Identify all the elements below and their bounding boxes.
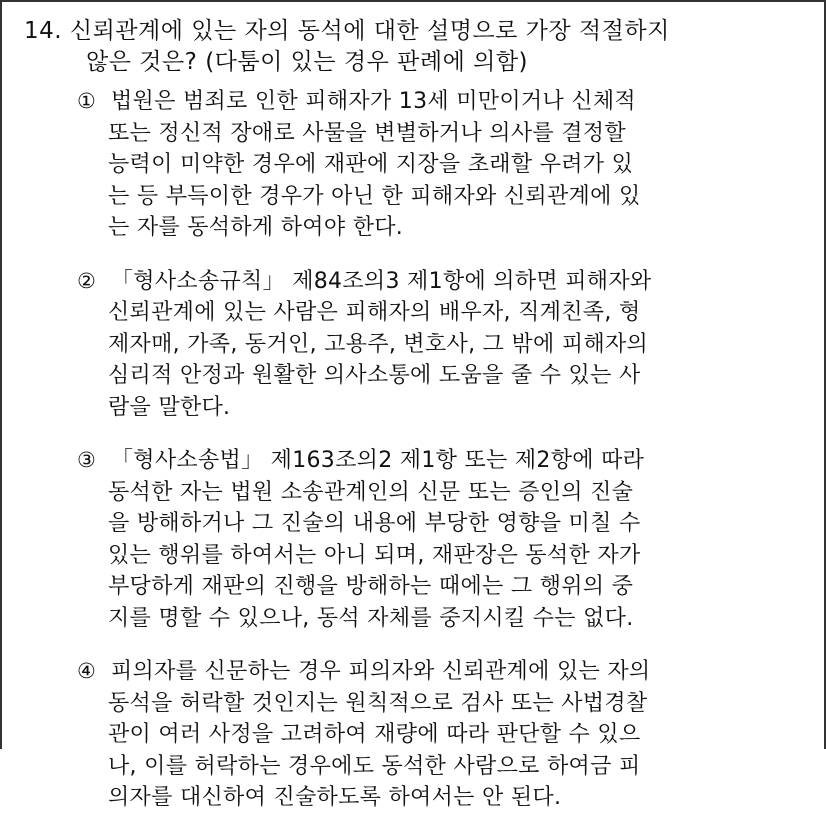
option-text-line: 는 자를 동석하게 하여야 한다. xyxy=(108,215,404,240)
option-text-line: 동석한 자는 법원 소송관계인의 신문 또는 증인의 진술 xyxy=(108,479,634,505)
question-stem-line: 않은 것은? (다툼이 있는 경우 판례에 의함) xyxy=(86,49,529,75)
option-marker: ④ xyxy=(77,659,96,683)
option-4[interactable] xyxy=(2,656,826,814)
option-text-line: 피의자를 신문하는 경우 피의자와 신뢰관계에 있는 자의 xyxy=(111,659,651,684)
option-text-line: 나, 이를 허락하는 경우에도 동석한 사람으로 하여금 피 xyxy=(108,753,641,779)
option-text-line: 지를 명할 수 있으나, 동석 자체를 중지시킬 수는 없다. xyxy=(108,605,634,631)
option-text-line: 신뢰관계에 있는 사람은 피해자의 배우자, 직계친족, 형 xyxy=(108,300,641,325)
option-text-line: 의자를 대신하여 진술하도록 하여서는 안 된다. xyxy=(108,785,562,810)
option-3[interactable] xyxy=(2,445,826,634)
option-text-line: 「형사소송규칙」 제84조의3 제1항에 의하면 피해자와 xyxy=(111,268,652,294)
option-text-line: 는 등 부득이한 경우가 아닌 한 피해자와 신뢰관계에 있 xyxy=(108,183,641,209)
option-text-line: 또는 정신적 장애로 사물을 변별하거나 의사를 결정할 xyxy=(108,120,626,146)
option-text-line: 있는 행위를 하여서는 아니 되며, 재판장은 동석한 자가 xyxy=(108,542,641,568)
option-1[interactable] xyxy=(2,86,826,244)
option-text-line: 동석을 허락할 것인지는 원칙적으로 검사 또는 사법경찰 xyxy=(108,690,648,716)
option-text-line: 심리적 안정과 원활한 의사소통에 도움을 줄 수 있는 사 xyxy=(108,363,641,388)
option-text-line: 「형사소송법」 제163조의2 제1항 또는 제2항에 따라 xyxy=(111,448,645,473)
option-marker: ② xyxy=(77,268,96,293)
question-stem xyxy=(24,16,814,78)
option-marker: ① xyxy=(77,89,96,113)
option-text-line: 부당하게 재판의 진행을 방해하는 때에는 그 행위의 중 xyxy=(108,574,634,599)
option-text-line: 능력이 미약한 경우에 재판에 지장을 초래할 우려가 있 xyxy=(108,152,634,177)
answer-options xyxy=(2,86,826,836)
option-2[interactable] xyxy=(2,266,826,424)
option-text-line: 람을 말한다. xyxy=(108,394,231,420)
option-text-line: 관이 여러 사정을 고려하여 재량에 따라 판단할 수 있으 xyxy=(108,722,641,747)
option-marker: ③ xyxy=(77,448,96,472)
option-text-line: 법원은 범죄로 인한 피해자가 13세 미만이거나 신체적 xyxy=(111,89,636,114)
option-text-line: 을 방해하거나 그 진술의 내용에 부당한 영향을 미칠 수 xyxy=(108,511,641,536)
option-text-line: 제자매, 가족, 동거인, 고용주, 변호사, 그 밖에 피해자의 xyxy=(108,331,649,357)
question-stem-line: 14. 신뢰관계에 있는 자의 동석에 대한 설명으로 가장 적절하지 xyxy=(24,18,670,44)
